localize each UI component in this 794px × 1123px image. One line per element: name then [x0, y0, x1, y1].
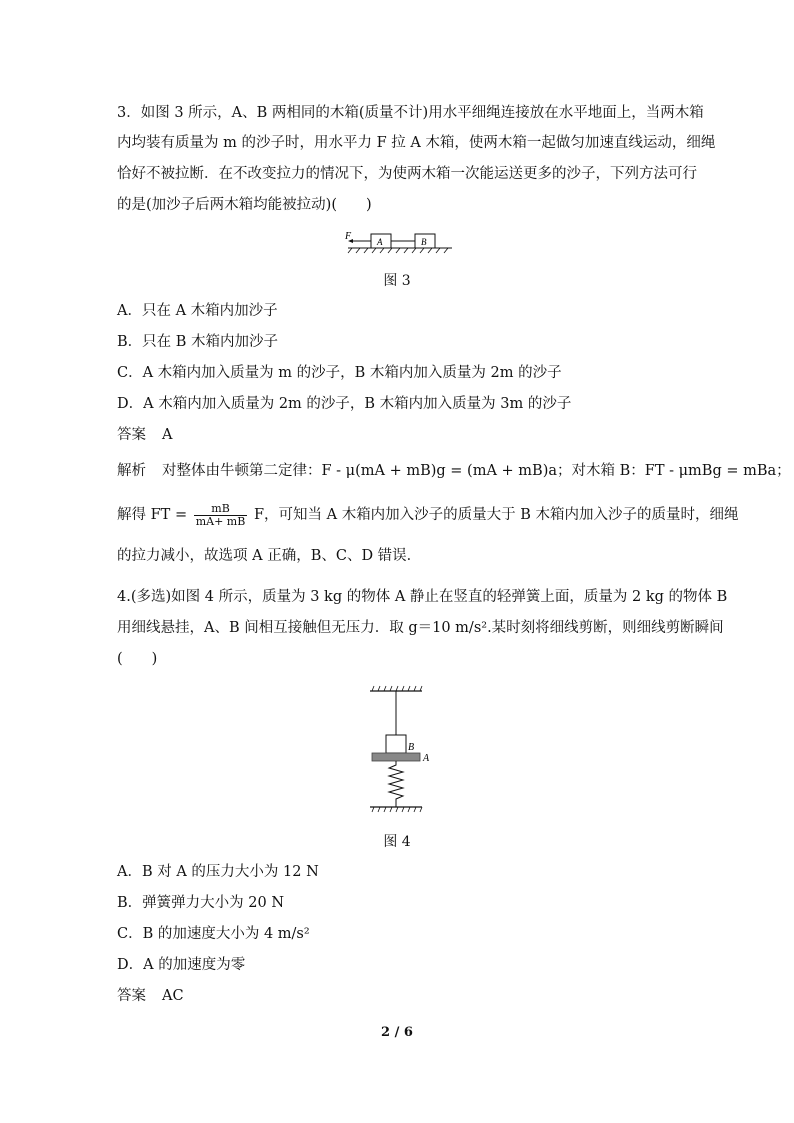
q3-analysis-line-1: [117, 461, 791, 481]
plate-a: [372, 753, 420, 761]
figure-3-diagram: [340, 226, 455, 256]
q4-option-b: B．弹簧弹力大小为 20 N: [117, 895, 285, 911]
q3-option-b: B．只在 B 木箱内加沙子: [117, 334, 279, 350]
page-number: 2 / 6: [381, 1025, 413, 1040]
ground-hatching: [348, 248, 448, 253]
fraction-numerator: mB: [194, 503, 248, 516]
figure-4-diagram: [362, 685, 442, 820]
q4-option-a: A．B 对 A 的压力大小为 12 N: [117, 864, 319, 880]
q3-analysis-line-3: 的拉力减小，故选项 A 正确，B、C、D 错误．: [117, 548, 422, 564]
q3-answer: [117, 425, 172, 445]
object-b: [386, 735, 406, 753]
force-label: F: [345, 231, 352, 242]
q3-line-3: 恰好不被拉断．在不改变拉力的情况下，为使两木箱一次能运送更多的沙子，下列方法可行: [117, 166, 697, 182]
spring: [389, 761, 403, 807]
box-a-label: A: [377, 237, 383, 247]
analysis-label: 解析: [117, 463, 146, 479]
answer-value: A: [162, 427, 173, 443]
floor-hatching: [372, 807, 422, 812]
analysis-text-1: 对整体由牛顿第二定律：F - μ(mA + mB)g = (mA + mB)a；对木箱 B：FT - μmBg = mBa；: [162, 463, 791, 479]
q3-analysis-line-2: [117, 502, 739, 528]
box-b-label: B: [421, 237, 427, 247]
q3-line-4: 的是(加沙子后两木箱均能被拉动)( ): [117, 197, 372, 213]
figure-3-caption: 图 3: [383, 273, 411, 289]
tension-fraction: [194, 503, 248, 528]
fraction-denominator: mA+ mB: [195, 514, 246, 528]
answer-label: 答案: [117, 427, 146, 443]
q3-option-c: C．A 木箱内加入质量为 m 的沙子，B 木箱内加入质量为 2m 的沙子: [117, 365, 562, 381]
q3-line-1: 3．如图 3 所示，A、B 两相同的木箱(质量不计)用水平细绳连接放在水平地面上，当两木箱: [117, 105, 704, 121]
ceiling-hatching: [372, 686, 422, 691]
q4-option-c: C．B 的加速度大小为 4 m/s²: [117, 926, 310, 942]
q4-line-1: 4.(多选)如图 4 所示，质量为 3 kg 的物体 A 静止在竖直的轻弹簧上面，质量为 2 kg 的物体 B: [117, 589, 728, 605]
q3-option-d: D．A 木箱内加入质量为 2m 的沙子，B 木箱内加入质量为 3m 的沙子: [117, 396, 572, 412]
analysis-solve-suffix: F，可知当 A 木箱内加入沙子的质量大于 B 木箱内加入沙子的质量时，细绳: [253, 507, 739, 523]
answer-value: AC: [162, 988, 184, 1004]
q4-line-2: 用细线悬挂，A、B 间相互接触但无压力．取 g＝10 m/s².某时刻将细线剪断，则细线剪断瞬间: [117, 620, 724, 636]
q4-line-3: ( ): [117, 651, 158, 667]
q4-option-d: D．A 的加速度为零: [117, 957, 246, 973]
answer-label: 答案: [117, 988, 146, 1004]
q4-answer: [117, 986, 184, 1006]
q3-line-2: 内均装有质量为 m 的沙子时，用水平力 F 拉 A 木箱，使两木箱一起做匀加速直线运动，细绳: [117, 135, 716, 151]
object-b-label: B: [408, 742, 415, 753]
plate-a-label: A: [423, 753, 430, 764]
analysis-solve-prefix: 解得 FT =: [117, 507, 188, 523]
q3-option-a: A．只在 A 木箱内加沙子: [117, 303, 278, 319]
figure-4-caption: 图 4: [383, 834, 411, 850]
